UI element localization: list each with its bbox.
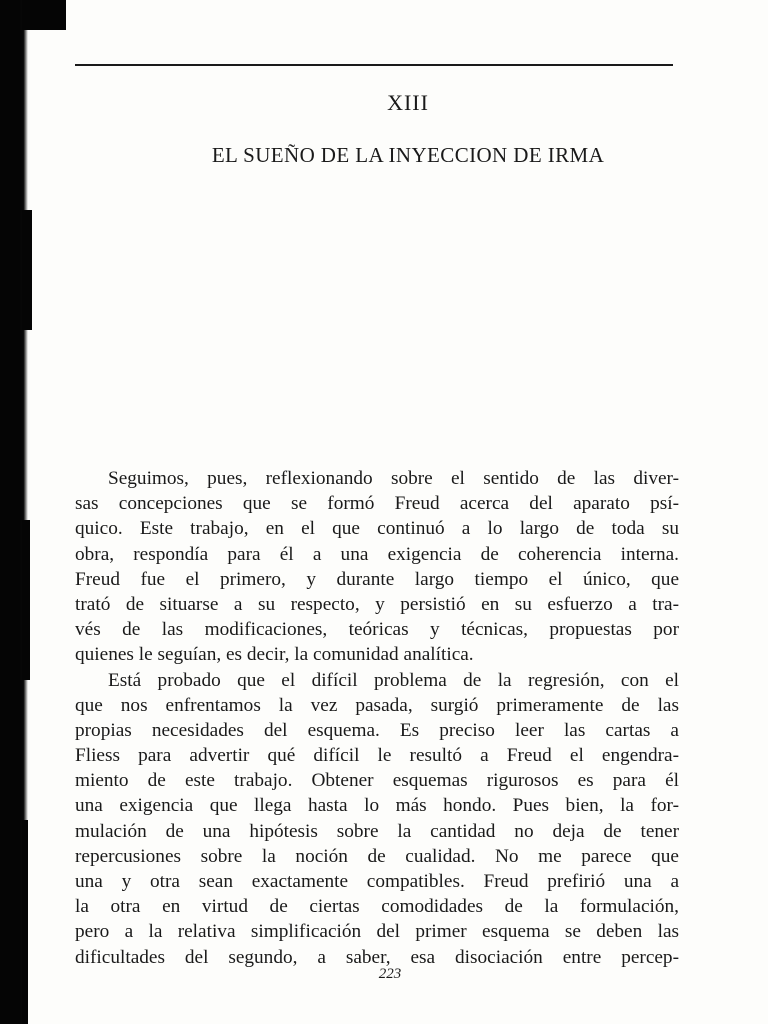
text-line: la otra en virtud de ciertas comodidades de la formulación, xyxy=(75,896,679,918)
text-line: pero a la relativa simplificación del primer esquema se deben las xyxy=(75,921,679,943)
text-line: que nos enfrentamos la vez pasada, surgió primeramente de las xyxy=(75,694,679,716)
scan-edge-notch xyxy=(22,520,30,680)
page-number: 223 xyxy=(378,966,402,982)
text-line: miento de este trabajo. Obtener esquemas rigurosos es para él xyxy=(75,770,679,792)
chapter-number: XIII xyxy=(387,90,429,115)
text-line: sas concepciones que se formó Freud acerca del aparato psí- xyxy=(75,493,679,515)
text-line: quienes le seguían, es decir, la comunidad analítica. xyxy=(75,644,474,666)
header-rule xyxy=(75,64,673,66)
text-line: vés de las modificaciones, teóricas y técnicas, propuestas por xyxy=(75,619,679,641)
text-line: obra, respondía para él a una exigencia de coherencia interna. xyxy=(75,543,679,565)
text-line: trató de situarse a su respecto, y persistió en su esfuerzo a tra- xyxy=(75,593,679,615)
text-line: propias necesidades del esquema. Es preciso leer las cartas a xyxy=(75,719,679,741)
text-line: una y otra sean exactamente compatibles. Freud prefirió una a xyxy=(75,871,679,892)
scan-edge-notch xyxy=(22,820,28,1024)
text-line: quico. Este trabajo, en el que continuó a lo largo de toda su xyxy=(75,518,679,540)
scan-edge-notch xyxy=(22,0,66,30)
text-line: una exigencia que llega hasta lo más hondo. Pues bien, la for- xyxy=(75,795,679,817)
text-line: Fliess para advertir qué difícil le resultó a Freud el engendra- xyxy=(75,745,679,767)
scan-edge-notch xyxy=(22,210,32,330)
text-line: mulación de una hipótesis sobre la cantidad no deja de tener xyxy=(75,820,679,842)
text-line: repercusiones sobre la noción de cualidad. No me parece que xyxy=(75,845,679,867)
text-line: Está probado que el difícil problema de la regresión, con el xyxy=(108,669,679,691)
text-line: dificultades del segundo, a saber, esa disociación entre percep- xyxy=(75,946,679,968)
body-text xyxy=(75,466,679,970)
text-line: Seguimos, pues, reflexionando sobre el sentido de las diver- xyxy=(108,468,679,489)
chapter-title: EL SUEÑO DE LA INYECCION DE IRMA xyxy=(211,143,605,167)
text-line: Freud fue el primero, y durante largo tiempo el único, que xyxy=(75,568,679,590)
